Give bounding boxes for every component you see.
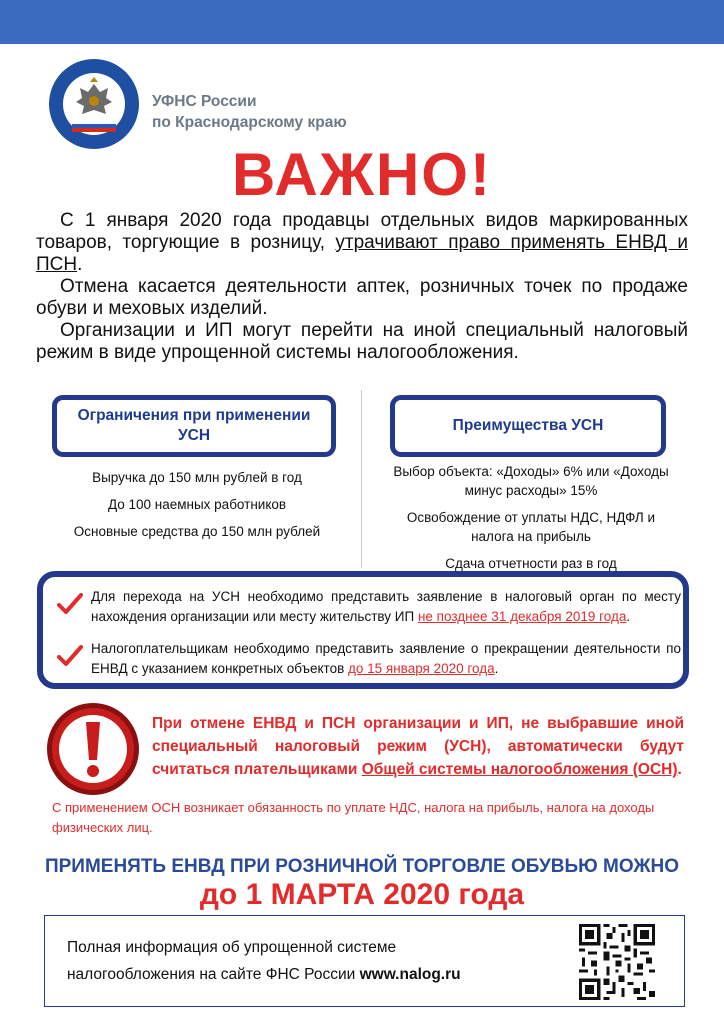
top-bar: [0, 0, 724, 44]
osn-link: Общей системы налогообложения (ОСН): [361, 761, 678, 778]
advantages-item-3: Сдача отчетности раз в год: [445, 556, 617, 571]
organization-name: [152, 91, 347, 133]
limits-heading-box: [52, 395, 336, 457]
advantages-item-1-line-1: Выбор объекта: «Доходы» 6% или «Доходы: [393, 464, 669, 479]
warning-end: .: [677, 761, 682, 778]
limits-item: До 100 наемных работников: [107, 497, 287, 512]
info-line-2: [67, 961, 461, 988]
org-line-2: по Краснодарскому краю: [152, 114, 347, 131]
step-1: [91, 587, 681, 627]
page-title: ВАЖНО!: [232, 141, 492, 208]
info-box: [44, 915, 685, 1007]
website-link[interactable]: www.nalog.ru: [359, 966, 461, 983]
fns-emblem-logo: [48, 58, 140, 150]
step-2-end: .: [494, 661, 499, 676]
intro-paragraph-1: [36, 210, 688, 276]
intro-text: [36, 210, 688, 364]
intro-p1-text: С 1 января 2020 года продавцы отдельных видов маркированных товаров, торгующие в розницу,: [36, 210, 688, 253]
column-divider: [361, 390, 362, 568]
intro-p1-underlined: утрачивают право применять ЕНВД и ПСН: [36, 232, 688, 275]
intro-paragraph-2: Отмена касается деятельности аптек, розничных точек по продаже обуви и меховых изделий.: [36, 276, 688, 319]
steps-box: [37, 571, 689, 689]
step-2-deadline: до 15 января 2020 года: [348, 661, 495, 676]
step-1-text: Для перехода на УСН необходимо представить заявление в налоговый орган по месту нахождения организации или месту жительству ИП: [91, 589, 681, 624]
intro-paragraph-3: Организации и ИП могут перейти на иной специальный налоговый режим в виде упрощенной системы налогообложения.: [36, 320, 688, 363]
step-2: [91, 639, 681, 679]
deadline-heading: ПРИМЕНЯТЬ ЕНВД ПРИ РОЗНИЧНОЙ ТОРГОВЛЕ ОБУВЬЮ МОЖНО: [44, 856, 680, 877]
info-line-2-prefix: налогообложения на сайте ФНС России: [67, 966, 360, 983]
osn-note: С применением ОСН возникает обязанность по уплате НДС, налога на прибыль, налога на доходы физических лиц.: [52, 800, 655, 835]
exclamation-warning-icon: [44, 700, 142, 798]
checkmark-icon: [57, 645, 83, 667]
intro-p1-end: .: [77, 254, 83, 275]
org-line-1: УФНС России: [152, 93, 257, 110]
deadline-date: до 1 МАРТА 2020 года: [199, 878, 525, 911]
limits-list: [52, 468, 342, 549]
warning-text: [152, 712, 684, 781]
advantages-item-1-line-2: минус расходы» 15%: [464, 483, 598, 498]
warning-main-text: При отмене ЕНВД и ПСН организации и ИП, не выбравшие иной специальный налоговый режим (УСН), автоматически будут считаться плательщиками: [152, 715, 684, 778]
limits-heading-line-1: Ограничения при применении: [77, 407, 311, 424]
limits-heading-line-2: УСН: [177, 427, 211, 444]
step-1-deadline: не позднее 31 декабря 2019 года: [417, 609, 627, 624]
qr-code-icon: [579, 924, 655, 1000]
advantages-item-2: [378, 508, 684, 546]
advantages-item-2-line-2: налога на прибыль: [471, 529, 591, 544]
limits-item: Основные средства до 150 млн рублей: [73, 524, 321, 539]
step-1-end: .: [626, 609, 631, 624]
limits-item: Выручка до 150 млн рублей в год: [92, 470, 302, 485]
advantages-list: [378, 462, 684, 581]
advantages-heading: Преимущества УСН: [452, 417, 604, 434]
info-line-1: Полная информация об упрощенной системе: [67, 939, 397, 956]
step-2-text: Налогоплательщикам необходимо представить заявление о прекращении деятельности по ЕНВД с указанием конкретных объектов: [91, 641, 681, 676]
info-text: [67, 934, 461, 988]
advantages-item-2-line-1: Освобождение от уплаты НДС, НДФЛ и: [406, 510, 656, 525]
advantages-heading-box: [390, 395, 666, 457]
advantages-item-1: [378, 462, 684, 500]
checkmark-icon: [57, 593, 83, 615]
